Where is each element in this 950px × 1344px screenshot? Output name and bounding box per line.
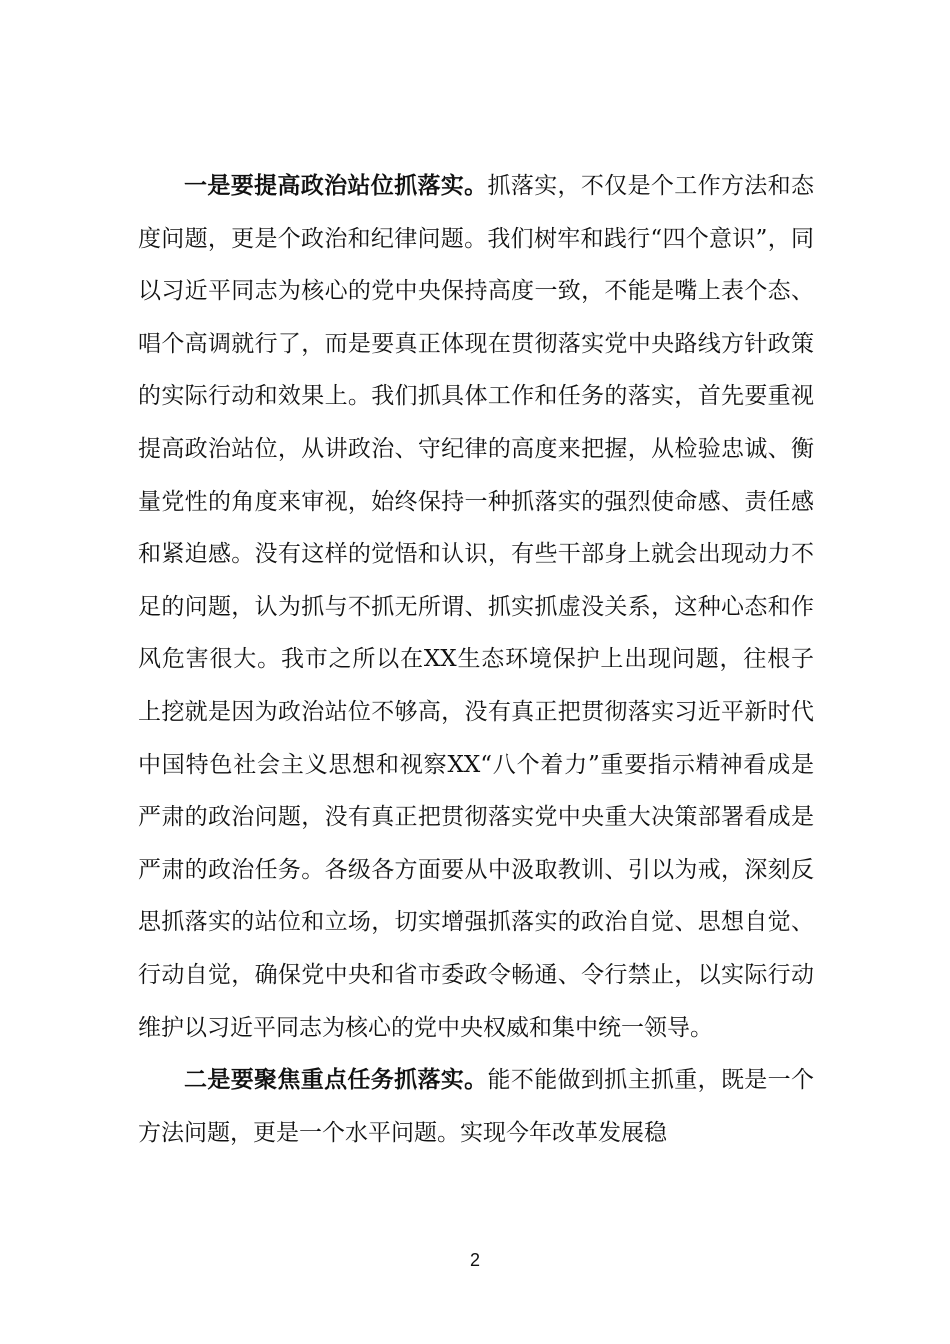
paragraph-2 (138, 1054, 814, 1159)
page-number: 2 (469, 1250, 480, 1270)
paragraph-1 (138, 160, 814, 1054)
paragraph-1-body: 抓落实，不仅是个工作方法和态度问题，更是个政治和纪律问题。我们树牢和践行“四个意识”，同以习近平同志为核心的党中央保持高度一致，不能是嘴上表个态、唱个高调就行了，而是要真正体现在贯彻落实党中央路线方针政策的实际行动和效果上。我们抓具体工作和任务的落实，首先要重视提高政治站位，从讲政治、守纪律的高度来把握，从检验忠诚、衡量党性的角度来审视，始终保持一种抓落实的强烈使命感、责任感和紧迫感。没有这样的觉悟和认识，有些干部身上就会出现动力不足的问题，认为抓与不抓无所谓、抓实抓虚没关系，这种心态和作风危害很大。我市之所以在XX生态环境保护上出现问题，往根子上挖就是因为政治站位不够高，没有真正把贯彻落实习近平新时代中国特色社会主义思想和视察XX“八个着力”重要指示精神看成是严肃的政治问题，没有真正把贯彻落实党中央重大决策部署看成是严肃的政治任务。各级各方面要从中汲取教训、引以为戒，深刻反思抓落实的站位和立场，切实增强抓落实的政治自觉、思想自觉、行动自觉，确保党中央和省市委政令畅通、令行禁止，以实际行动维护以习近平同志为核心的党中央权威和集中统一领导。 (138, 173, 815, 1041)
body-text (138, 160, 814, 1159)
paragraph-2-body: 能不能做到抓主抓重，既是一个方法问题，更是一个水平问题。实现今年改革发展稳 (138, 1067, 815, 1146)
paragraph-1-heading: 一是要提高政治站位抓落实。 (184, 173, 488, 199)
paragraph-2-heading: 二是要聚焦重点任务抓落实。 (184, 1067, 488, 1094)
